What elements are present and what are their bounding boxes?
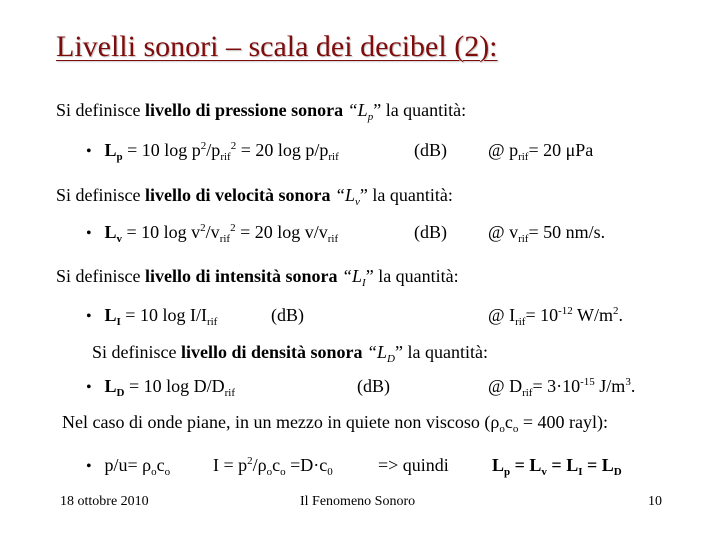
symbol: L bbox=[104, 140, 117, 160]
subscript: rif bbox=[518, 233, 529, 245]
rho-symbol: ρ bbox=[490, 412, 500, 432]
text: c bbox=[272, 455, 281, 475]
subscript: p bbox=[116, 151, 123, 163]
definition-intensity bbox=[56, 266, 459, 287]
footer-date: 18 ottobre 2010 bbox=[60, 494, 149, 509]
subscript: o bbox=[499, 423, 505, 435]
text: = 400 rayl): bbox=[518, 412, 609, 432]
bullet-velocity-formula bbox=[86, 222, 338, 243]
text: ” la quantità: bbox=[365, 266, 459, 286]
superscript: 2 bbox=[230, 222, 236, 234]
symbol: L bbox=[529, 455, 542, 475]
subscript: rif bbox=[224, 387, 236, 399]
symbol: L bbox=[601, 455, 614, 475]
text: @ v bbox=[488, 222, 519, 242]
rho-symbol: ρ bbox=[142, 455, 152, 475]
text: = 20 log v/v bbox=[235, 222, 328, 242]
text: Si definisce bbox=[92, 342, 181, 362]
bullet-density-formula bbox=[86, 376, 235, 397]
text: = 10 log I/I bbox=[120, 305, 207, 325]
plane-waves-note bbox=[62, 412, 608, 433]
subscript: v bbox=[116, 233, 123, 245]
text: @ D bbox=[488, 376, 523, 396]
subscript: D bbox=[387, 353, 395, 365]
superscript: -15 bbox=[580, 376, 595, 388]
text: J/m bbox=[594, 376, 626, 396]
text: p/u= bbox=[104, 455, 143, 475]
subscript: rif bbox=[518, 151, 529, 163]
bullet-intensity-formula bbox=[86, 305, 217, 326]
definition-density bbox=[92, 342, 488, 363]
text: μ bbox=[565, 140, 576, 160]
slide-title: Livelli sonori – scala dei decibel (2): bbox=[56, 30, 498, 63]
text: = 50 nm/s. bbox=[528, 222, 606, 242]
text: = bbox=[546, 455, 567, 475]
bullet-icon: • bbox=[86, 225, 92, 242]
footer-title: Il Fenomeno Sonoro bbox=[300, 494, 416, 509]
subscript: I bbox=[116, 316, 121, 328]
subscript: rif bbox=[515, 316, 526, 328]
text: = bbox=[510, 455, 530, 475]
definition-velocity bbox=[56, 185, 453, 206]
text: = 10 bbox=[525, 305, 559, 325]
reference-pressure bbox=[488, 140, 593, 161]
bullet-icon: • bbox=[86, 143, 92, 160]
subscript: 0 bbox=[327, 466, 333, 478]
subscript: o bbox=[151, 466, 157, 478]
text: ” la quantità: bbox=[359, 185, 453, 205]
text: “L bbox=[367, 342, 388, 362]
subscript: o bbox=[512, 423, 519, 435]
rho-symbol: ρ bbox=[257, 455, 267, 475]
subscript: rif bbox=[206, 316, 218, 328]
subscript: D bbox=[613, 466, 622, 478]
subscript: rif bbox=[219, 233, 231, 245]
symbol: L bbox=[104, 305, 117, 325]
text: @ p bbox=[488, 140, 519, 160]
text: c bbox=[156, 455, 165, 475]
subscript: o bbox=[266, 466, 273, 478]
text: = 10 log v bbox=[122, 222, 201, 242]
superscript: -12 bbox=[558, 305, 573, 317]
text: = 10 log D/D bbox=[124, 376, 225, 396]
subscript: D bbox=[116, 387, 125, 399]
superscript: 2 bbox=[612, 305, 619, 317]
text: =D·c bbox=[285, 455, 328, 475]
symbol: L bbox=[104, 376, 117, 396]
reference-velocity bbox=[488, 222, 605, 243]
unit-db: (dB) bbox=[357, 376, 390, 396]
bullet-icon: • bbox=[86, 458, 92, 475]
term-pressure-level: livello di pressione sonora bbox=[144, 100, 344, 120]
text: Nel caso di onde piane, in un mezzo in quiete non viscoso ( bbox=[62, 412, 491, 432]
intensity-relation bbox=[213, 455, 333, 476]
text: c bbox=[504, 412, 513, 432]
superscript: 2 bbox=[200, 222, 206, 234]
text: . bbox=[618, 305, 623, 325]
subscript: rif bbox=[328, 151, 339, 163]
text: Si definisce bbox=[56, 185, 145, 205]
subscript: p bbox=[367, 111, 374, 123]
bullet-icon: • bbox=[86, 379, 92, 396]
text: “L bbox=[342, 266, 363, 286]
subscript: o bbox=[164, 466, 171, 478]
term-density-level: livello di densità sonora bbox=[180, 342, 363, 362]
reference-density bbox=[488, 376, 635, 397]
bullet-impedance bbox=[86, 455, 170, 476]
definition-pressure bbox=[56, 100, 466, 121]
symbol: L bbox=[566, 455, 579, 475]
subscript: I bbox=[578, 466, 583, 478]
symbol: L bbox=[104, 222, 117, 242]
symbol: L bbox=[492, 455, 505, 475]
reference-intensity bbox=[488, 305, 623, 326]
text: = 20 log p/p bbox=[236, 140, 329, 160]
superscript: 3 bbox=[625, 376, 631, 388]
text: “L bbox=[334, 185, 355, 205]
subscript: I bbox=[362, 277, 366, 289]
subscript: v bbox=[541, 466, 547, 478]
text: @ I bbox=[488, 305, 516, 325]
superscript: 2 bbox=[230, 140, 237, 152]
text: Pa bbox=[575, 140, 594, 160]
text: ” la quantità: bbox=[395, 342, 488, 362]
text: / bbox=[252, 455, 258, 475]
bullet-pressure-formula bbox=[86, 140, 339, 161]
page-number: 10 bbox=[648, 494, 662, 509]
subscript: rif bbox=[220, 151, 231, 163]
levels-equality bbox=[492, 455, 622, 476]
text: I = p bbox=[213, 455, 248, 475]
text: = 10 log p bbox=[122, 140, 201, 160]
arrow-quindi: => quindi bbox=[378, 455, 449, 475]
subscript: p bbox=[504, 466, 511, 478]
unit-db: (dB) bbox=[414, 222, 447, 242]
unit-db: (dB) bbox=[271, 305, 304, 325]
text: “L bbox=[347, 100, 368, 120]
subscript: rif bbox=[522, 387, 533, 399]
superscript: 2 bbox=[247, 455, 253, 467]
subscript: rif bbox=[327, 233, 339, 245]
subscript: o bbox=[280, 466, 286, 478]
term-velocity-level: livello di velocità sonora bbox=[144, 185, 331, 205]
text: = bbox=[582, 455, 602, 475]
superscript: 2 bbox=[200, 140, 207, 152]
text: Si definisce bbox=[56, 266, 145, 286]
unit-db: (dB) bbox=[414, 140, 447, 160]
term-intensity-level: livello di intensità sonora bbox=[144, 266, 338, 286]
text: . bbox=[630, 376, 636, 396]
text: /p bbox=[206, 140, 221, 160]
text: = 20 bbox=[528, 140, 566, 160]
subscript: v bbox=[355, 196, 360, 208]
text: W/m bbox=[572, 305, 613, 325]
text: ” la quantità: bbox=[373, 100, 467, 120]
text: = 3·10 bbox=[532, 376, 581, 396]
bullet-icon: • bbox=[86, 308, 92, 325]
text: Si definisce bbox=[56, 100, 145, 120]
text: /v bbox=[205, 222, 220, 242]
